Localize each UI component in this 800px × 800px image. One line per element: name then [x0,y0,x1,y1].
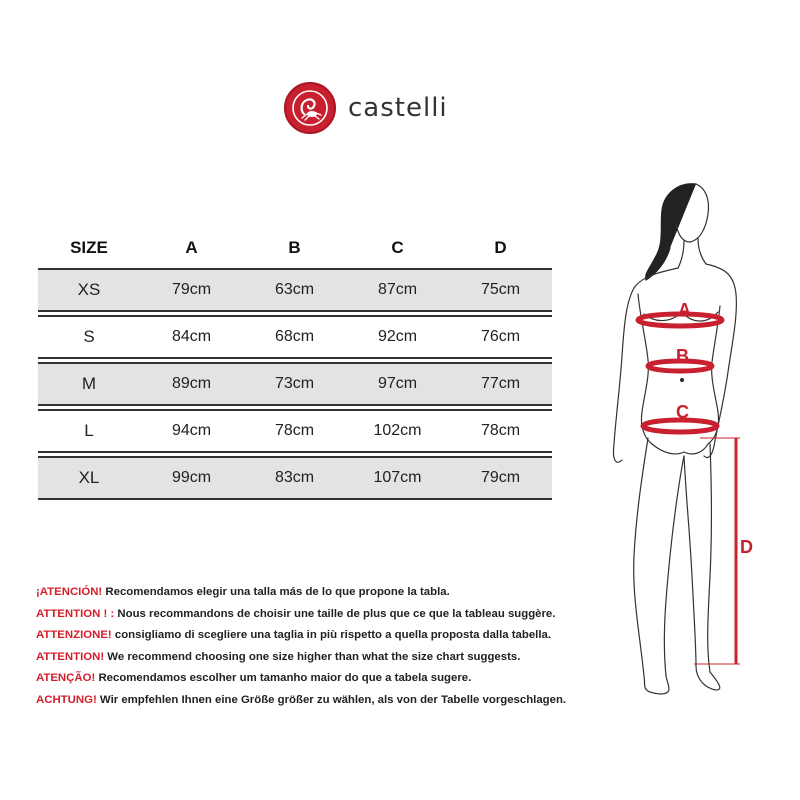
header-size: SIZE [70,238,108,257]
size-cell: XS [38,269,140,311]
note-en [36,647,636,669]
header-a: A [185,238,198,257]
table-row [38,269,552,311]
table-row [38,363,552,405]
measure-label-a: A [678,300,691,320]
table-row [38,457,552,499]
value-cell: 63cm [243,269,346,311]
note-text: Recomendamos elegir una talla más de lo que propone la tabla. [102,586,450,598]
note-text: We recommend choosing one size higher than what the size chart suggests. [104,650,521,663]
note-it [36,625,636,647]
note-warning: ¡ATENCIÓN! [36,586,103,598]
value-cell: 76cm [449,316,552,358]
brand-logo [284,80,448,136]
header-d: D [494,238,507,257]
value-cell: 97cm [346,363,449,405]
measure-label-d: D [740,537,753,557]
size-cell: L [38,410,140,452]
note-warning: ATTENTION ! : [36,607,115,620]
value-cell: 102cm [346,410,449,452]
note-text: Recomendamos escolher um tamanho maior do que a tabela sugere. [95,672,472,685]
note-de [36,690,636,712]
scorpion-icon [284,82,336,134]
header-c: C [391,238,404,257]
note-warning: ATENÇÃO! [36,672,96,685]
value-cell: 73cm [243,363,346,405]
note-warning: ACHTUNG! [36,693,97,706]
note-warning: ATTENTION! [36,650,105,663]
table-header-row [38,228,552,269]
measure-label-b: B [676,346,689,366]
value-cell: 68cm [243,316,346,358]
measure-label-c: C [676,402,689,422]
value-cell: 75cm [449,269,552,311]
size-cell: S [38,316,140,358]
note-es [36,582,636,604]
value-cell: 92cm [346,316,449,358]
value-cell: 89cm [140,363,243,405]
size-cell: M [38,363,140,405]
sizing-notes [36,582,636,712]
size-cell: XL [38,457,140,499]
table-row [38,410,552,452]
value-cell: 79cm [140,269,243,311]
value-cell: 79cm [449,457,552,499]
note-warning: ATTENZIONE! [36,629,112,642]
value-cell: 84cm [140,316,243,358]
female-figure-illustration [600,176,800,716]
value-cell: 78cm [243,410,346,452]
value-cell: 83cm [243,457,346,499]
value-cell: 99cm [140,457,243,499]
value-cell: 78cm [449,410,552,452]
value-cell: 107cm [346,457,449,499]
value-cell: 87cm [346,269,449,311]
note-pt [36,668,636,690]
brand-name: castelli [348,93,448,123]
note-text: Nous recommandons de choisir une taille de plus que ce que la tableau suggère. [114,607,556,620]
note-fr [36,604,636,626]
note-text: consigliamo di scegliere una taglia in più rispetto a quella proposta dalla tabella. [111,629,551,642]
size-chart-table [38,228,552,500]
header-b: B [288,238,301,257]
value-cell: 77cm [449,363,552,405]
table-row [38,316,552,358]
body-measurement-figure [600,176,800,716]
value-cell: 94cm [140,410,243,452]
note-text: Wir empfehlen Ihnen eine Größe größer zu wählen, als von der Tabelle vorgeschlagen. [96,693,567,706]
